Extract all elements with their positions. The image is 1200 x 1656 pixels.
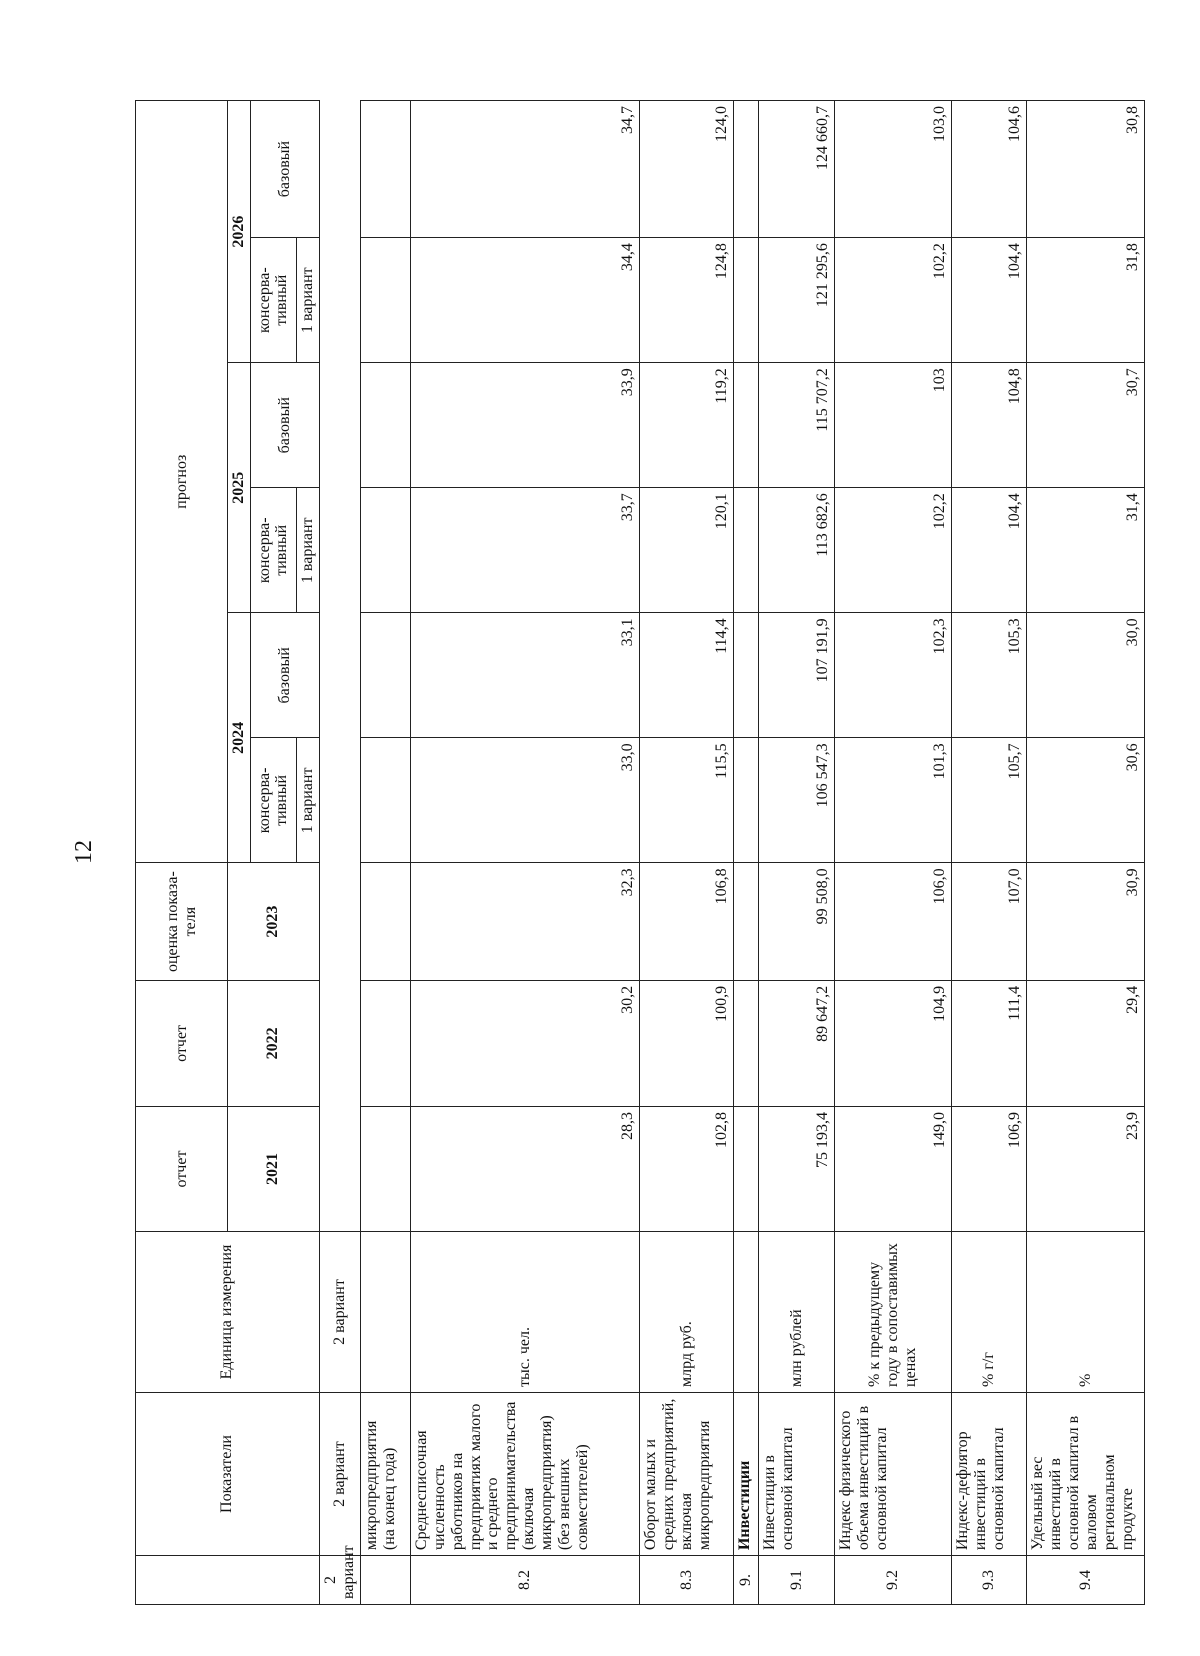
header-base-2025: базовый — [250, 363, 319, 488]
row-value — [734, 980, 759, 1106]
row-value: 124 660,7 — [759, 101, 834, 238]
row-value: 106,8 — [640, 863, 734, 980]
row-value: 115 707,2 — [759, 363, 834, 488]
header-year-2025: 2025 — [228, 363, 251, 613]
header-forecast: прогноз — [136, 101, 228, 863]
row-value: 124,8 — [640, 238, 734, 363]
row-value — [360, 738, 410, 863]
row-indicator-name: Инвестиции — [734, 1392, 759, 1555]
table-row — [640, 101, 734, 1605]
row-value: 105,7 — [951, 738, 1026, 863]
header-year-2026: 2026 — [228, 101, 251, 363]
row-value: 99 508,0 — [759, 863, 834, 980]
row-value — [734, 1106, 759, 1231]
row-unit — [360, 1232, 410, 1393]
row-value: 113 682,6 — [759, 488, 834, 613]
row-value — [360, 863, 410, 980]
row-unit: тыс. чел. — [410, 1232, 639, 1393]
row-value: 30,0 — [1027, 613, 1145, 738]
row-value: 102,3 — [834, 613, 951, 738]
header-year-2024: 2024 — [228, 613, 251, 863]
row-value: 106,0 — [834, 863, 951, 980]
row-value: 114,4 — [640, 613, 734, 738]
row-value: 34,7 — [410, 101, 639, 238]
row-value: 30,9 — [1027, 863, 1145, 980]
row-value: 33,9 — [410, 363, 639, 488]
row-index: 8.3 — [640, 1556, 734, 1605]
row-index — [360, 1556, 410, 1605]
header-conservative-2026: консерва-тивный — [250, 238, 296, 363]
row-indicator-name: микропредприятия (на конец года) — [360, 1392, 410, 1555]
row-value — [360, 363, 410, 488]
row-value: 111,4 — [951, 980, 1026, 1106]
table-row — [834, 101, 951, 1605]
row-value: 31,4 — [1027, 488, 1145, 613]
header-conservative-2025: консерва-тивный — [250, 488, 296, 613]
row-value: 105,3 — [951, 613, 1026, 738]
header-base-2024: базовый — [250, 613, 319, 738]
row-value: 33,0 — [410, 738, 639, 863]
row-indicator-name: Удельный вес инвестиций в основной капитал в валовом региональном продукте — [1027, 1392, 1145, 1555]
rotated-table-container — [135, 100, 1145, 1605]
row-indicator-name: Индекс физического объема инвестиций в основной капитал — [834, 1392, 951, 1555]
row-value: 33,7 — [410, 488, 639, 613]
row-unit: % г/г — [951, 1232, 1026, 1393]
row-value: 102,8 — [640, 1106, 734, 1231]
row-value — [734, 238, 759, 363]
row-unit — [734, 1232, 759, 1393]
row-value — [360, 488, 410, 613]
row-value: 29,4 — [1027, 980, 1145, 1106]
row-value: 75 193,4 — [759, 1106, 834, 1231]
row-value: 89 647,2 — [759, 980, 834, 1106]
row-value: 101,3 — [834, 738, 951, 863]
row-value: 104,4 — [951, 488, 1026, 613]
table-row — [759, 101, 834, 1605]
header-variant2-2026: 2 вариант — [319, 1232, 360, 1393]
row-value: 30,8 — [1027, 101, 1145, 238]
forecast-table — [135, 100, 1145, 1605]
row-value: 30,6 — [1027, 738, 1145, 863]
row-unit: млн рублей — [759, 1232, 834, 1393]
header-otchet-2022: отчет — [136, 980, 228, 1106]
header-unit: Единица измерения — [136, 1232, 320, 1393]
row-value — [360, 980, 410, 1106]
row-value — [734, 488, 759, 613]
header-variant1-2025: 1 вариант — [296, 488, 319, 613]
row-value: 31,8 — [1027, 238, 1145, 363]
header-estimate: оценка показа-теля — [136, 863, 228, 980]
row-value: 28,3 — [410, 1106, 639, 1231]
header-year-2021: 2021 — [228, 1106, 320, 1231]
row-indicator-name: Оборот малых и средних предприятий, включая микропредприятия — [640, 1392, 734, 1555]
header-indicators: Показатели — [136, 1392, 320, 1555]
row-index: 9.2 — [834, 1556, 951, 1605]
row-value — [734, 101, 759, 238]
table-row — [410, 101, 639, 1605]
row-value: 106 547,3 — [759, 738, 834, 863]
row-value: 104,9 — [834, 980, 951, 1106]
row-value — [734, 738, 759, 863]
header-variant2-2024: 2 вариант — [319, 1556, 360, 1605]
row-indicator-name: Инвестиции в основной капитал — [759, 1392, 834, 1555]
row-index: 8.2 — [410, 1556, 639, 1605]
row-value: 106,9 — [951, 1106, 1026, 1231]
row-unit: % — [1027, 1232, 1145, 1393]
row-value — [360, 238, 410, 363]
page-number: 12 — [71, 840, 97, 864]
row-value — [734, 363, 759, 488]
row-value — [734, 863, 759, 980]
row-value: 30,2 — [410, 980, 639, 1106]
row-value: 107,0 — [951, 863, 1026, 980]
header-variant1-2024: 1 вариант — [296, 738, 319, 863]
row-value — [360, 101, 410, 238]
table-row — [734, 101, 759, 1605]
row-value: 23,9 — [1027, 1106, 1145, 1231]
row-index: 9.4 — [1027, 1556, 1145, 1605]
row-value: 102,2 — [834, 238, 951, 363]
row-index: 9. — [734, 1556, 759, 1605]
row-value: 104,8 — [951, 363, 1026, 488]
header-variant1-2026: 1 вариант — [296, 238, 319, 363]
header-base-2026: базовый — [250, 101, 319, 238]
row-value: 149,0 — [834, 1106, 951, 1231]
row-indicator-name: Индекс-дефлятор инвестиций в основной капитал — [951, 1392, 1026, 1555]
row-value: 115,5 — [640, 738, 734, 863]
row-value: 100,9 — [640, 980, 734, 1106]
row-value: 30,7 — [1027, 363, 1145, 488]
row-value: 104,6 — [951, 101, 1026, 238]
table-row — [1027, 101, 1145, 1605]
row-value — [360, 613, 410, 738]
table-row — [951, 101, 1026, 1605]
table-row — [360, 101, 410, 1605]
row-value: 104,4 — [951, 238, 1026, 363]
table-body — [360, 101, 1144, 1605]
header-variant2-2025: 2 вариант — [319, 1392, 360, 1555]
header-conservative-2024: консерва-тивный — [250, 738, 296, 863]
row-index: 9.1 — [759, 1556, 834, 1605]
row-indicator-name: Среднесписочная численность работников на предприятиях малого и среднего предпринимательства (включая микропредприятия) (без внешних совместителей) — [410, 1392, 639, 1555]
row-unit: % к предыдущему году в сопоставимых ценах — [834, 1232, 951, 1393]
row-value: 102,2 — [834, 488, 951, 613]
row-value: 121 295,6 — [759, 238, 834, 363]
header-year-2023: 2023 — [228, 863, 320, 980]
row-value — [734, 613, 759, 738]
row-value: 103,0 — [834, 101, 951, 238]
row-value: 33,1 — [410, 613, 639, 738]
row-value: 34,4 — [410, 238, 639, 363]
row-value: 120,1 — [640, 488, 734, 613]
row-index: 9.3 — [951, 1556, 1026, 1605]
header-otchet-2021: отчет — [136, 1106, 228, 1231]
row-value: 32,3 — [410, 863, 639, 980]
row-value — [360, 1106, 410, 1231]
header-index — [136, 1556, 320, 1605]
row-value: 103 — [834, 363, 951, 488]
row-value: 119,2 — [640, 363, 734, 488]
header-year-2022: 2022 — [228, 980, 320, 1106]
row-unit: млрд руб. — [640, 1232, 734, 1393]
row-value: 124,0 — [640, 101, 734, 238]
row-value: 107 191,9 — [759, 613, 834, 738]
